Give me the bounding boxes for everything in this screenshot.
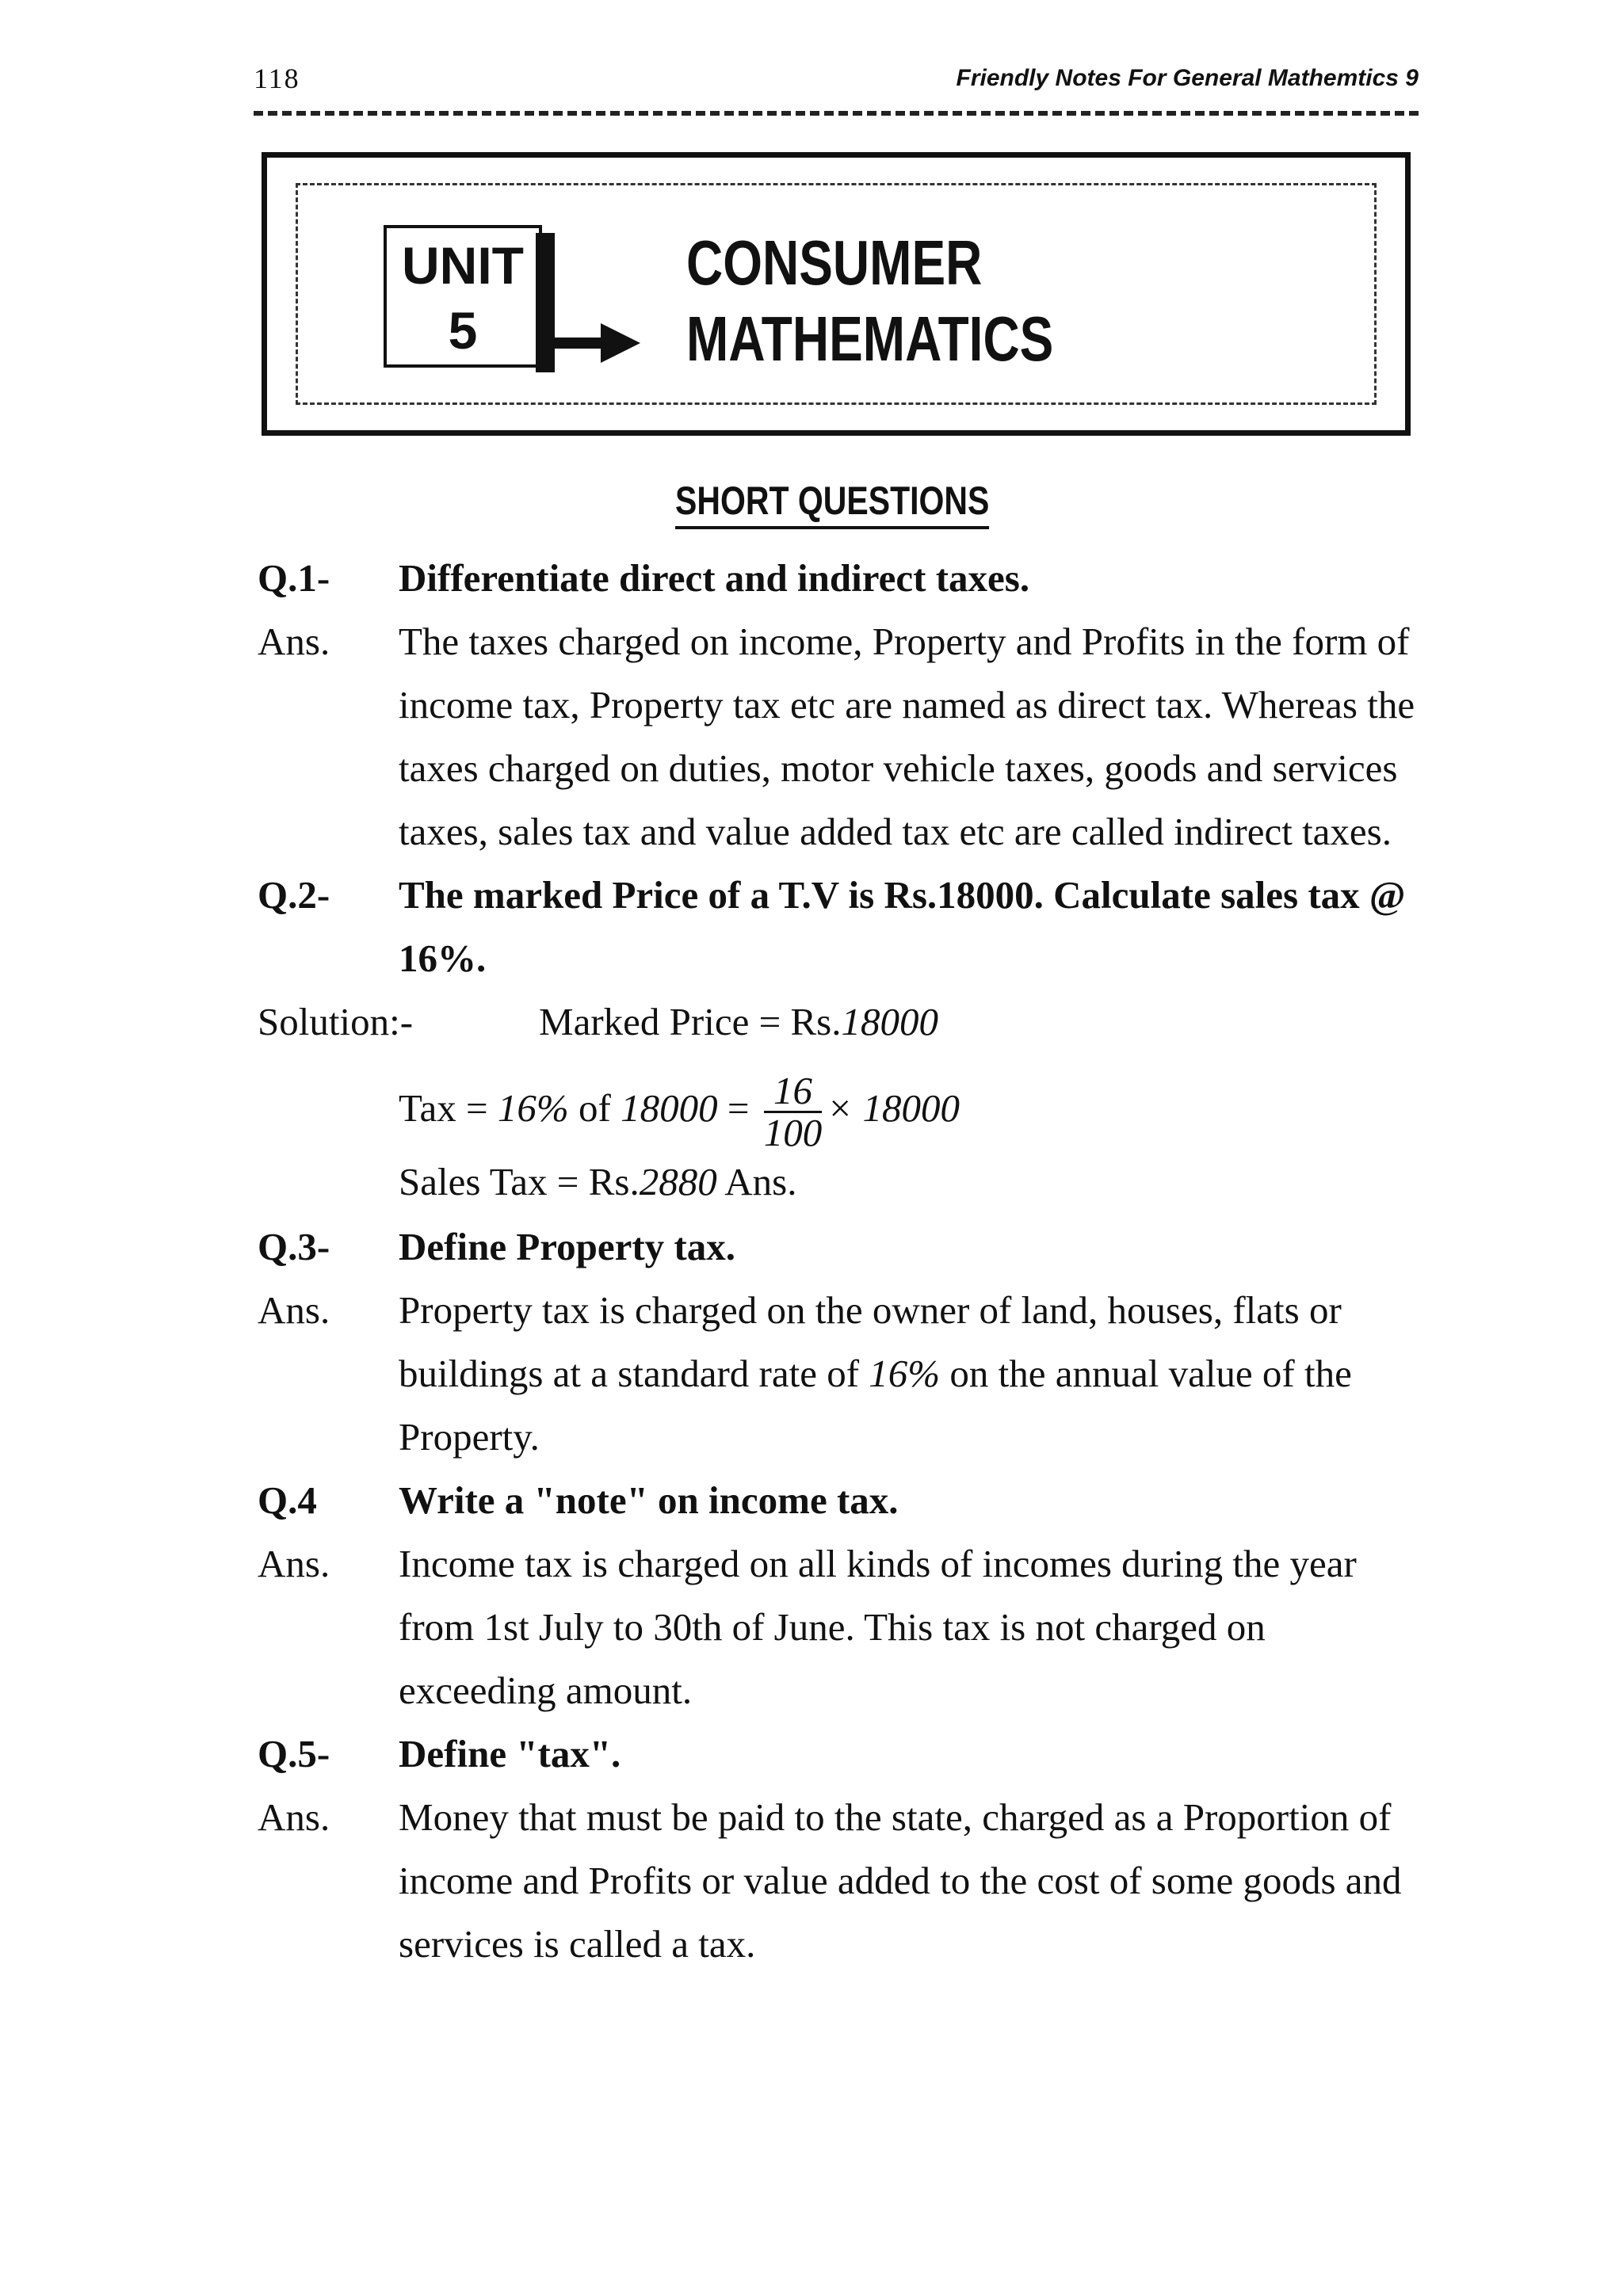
tax-percent: 16% bbox=[497, 1085, 569, 1130]
question-row bbox=[258, 1469, 1430, 1532]
answer-text bbox=[399, 1279, 1430, 1469]
answer-text: Money that must be paid to the state, charged as a Proportion of income and Profits or value added to the cost of some goods and services is called a tax. bbox=[399, 1795, 1402, 1966]
unit-title-line2: MATHEMATICS bbox=[686, 303, 1054, 374]
answer-row bbox=[258, 610, 1430, 864]
question-text: Define "tax". bbox=[399, 1732, 621, 1775]
solution-sales-tax bbox=[258, 1150, 1430, 1215]
tax-prefix: Tax = bbox=[399, 1085, 498, 1130]
tax-equals: = bbox=[717, 1085, 759, 1130]
question-label: Q.1- bbox=[258, 556, 330, 600]
question-row bbox=[258, 1722, 1430, 1786]
answer-text: The taxes charged on income, Property and Profits in the form of income tax, Property tax etc are named as direct tax. Whereas the taxes charged on duties, motor vehicle taxes, goods and services taxes, sales tax and value added tax etc are called indirect taxes. bbox=[399, 620, 1415, 853]
answer-text-part: on the annual value of the Property. bbox=[399, 1352, 1352, 1459]
answer-text: Income tax is charged on all kinds of incomes during the year from 1st July to 30th of June. This tax is not charged on exceeding amount. bbox=[399, 1542, 1357, 1712]
page-number: 118 bbox=[254, 63, 300, 94]
tax-base: 18000 bbox=[621, 1085, 718, 1130]
answer-italic-rate: 16% bbox=[869, 1352, 941, 1395]
answer-label: Ans. bbox=[258, 620, 330, 663]
tax-formula bbox=[399, 1071, 960, 1153]
sales-tax-result bbox=[399, 1150, 796, 1214]
question-row bbox=[258, 864, 1430, 990]
unit-label-box bbox=[384, 225, 542, 368]
question-text: The marked Price of a T.V is Rs.18000. Calculate sales tax @ 16%. bbox=[399, 873, 1406, 980]
sales-tax-value: 2880 bbox=[639, 1160, 717, 1203]
answer-text-part: Property tax is charged on the owner of land, houses, flats or buildings at a standard rate of bbox=[399, 1288, 1342, 1395]
fraction-numerator: 16 bbox=[764, 1071, 823, 1113]
answer-label: Ans. bbox=[258, 1542, 330, 1585]
unit-title-line1: CONSUMER bbox=[686, 227, 983, 298]
question-label: Q.3- bbox=[258, 1225, 330, 1268]
answer-row bbox=[258, 1786, 1430, 1976]
tax-multiplier: × 18000 bbox=[827, 1085, 960, 1130]
unit-banner-inner-border bbox=[296, 183, 1377, 405]
question-label: Q.2- bbox=[258, 873, 330, 917]
tax-of: of bbox=[568, 1085, 621, 1130]
question-text: Define Property tax. bbox=[399, 1225, 735, 1268]
question-label: Q.4 bbox=[258, 1478, 317, 1522]
answer-label: Ans. bbox=[258, 1288, 330, 1332]
fraction-denominator: 100 bbox=[763, 1111, 823, 1154]
sales-tax-suffix: Ans. bbox=[716, 1160, 797, 1203]
page-header bbox=[254, 62, 1419, 101]
running-title: Friendly Notes For General Mathemtics 9 bbox=[956, 65, 1419, 91]
unit-banner bbox=[262, 152, 1411, 436]
question-text: Write a "note" on income tax. bbox=[399, 1478, 899, 1522]
unit-number: 5 bbox=[448, 301, 478, 360]
solution-marked-price bbox=[258, 990, 1430, 1055]
unit-box-shadow bbox=[536, 233, 555, 372]
unit-label-word: UNIT bbox=[402, 236, 524, 295]
question-text: Differentiate direct and indirect taxes. bbox=[399, 556, 1030, 600]
section-title: SHORT QUESTIONS bbox=[675, 475, 989, 529]
solution-label: Solution:- bbox=[258, 1000, 414, 1043]
answer-row bbox=[258, 1279, 1430, 1469]
header-rule bbox=[254, 111, 1419, 116]
sales-tax-prefix: Sales Tax = Rs. bbox=[399, 1160, 640, 1203]
question-label: Q.5- bbox=[258, 1732, 330, 1775]
question-row bbox=[258, 1215, 1430, 1279]
solution-tax-formula bbox=[258, 1055, 1430, 1154]
marked-price-prefix: Marked Price = Rs. bbox=[539, 1000, 842, 1043]
marked-price-expression bbox=[539, 990, 938, 1054]
answer-row bbox=[258, 1532, 1430, 1722]
questions-content bbox=[258, 547, 1430, 1976]
question-row bbox=[258, 547, 1430, 610]
unit-title bbox=[686, 225, 1053, 377]
answer-label: Ans. bbox=[258, 1795, 330, 1839]
arrow-right-icon bbox=[553, 320, 640, 368]
marked-price-value: 18000 bbox=[841, 1000, 938, 1043]
tax-fraction bbox=[764, 1071, 823, 1153]
